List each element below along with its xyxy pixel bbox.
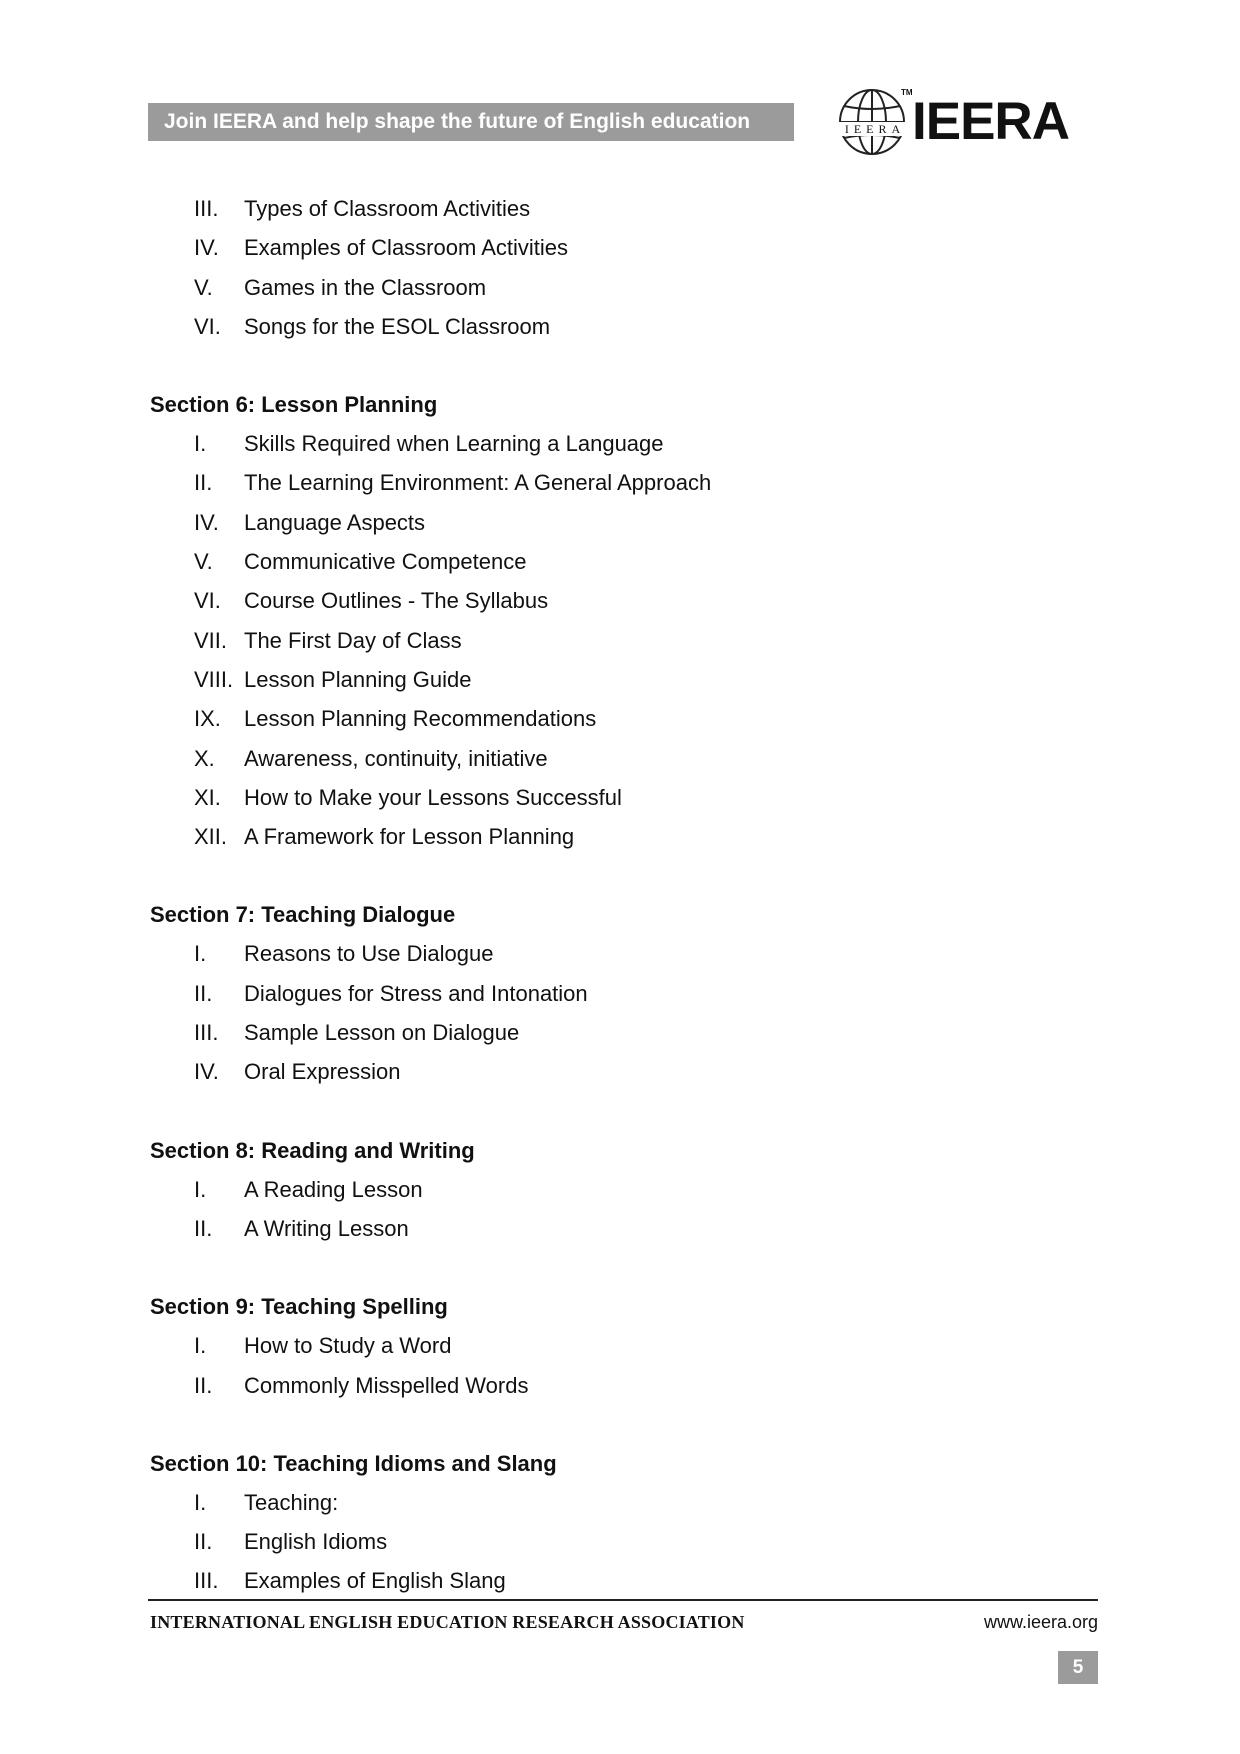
toc-item bbox=[150, 189, 1090, 228]
toc-item bbox=[150, 739, 1090, 778]
toc-item bbox=[150, 424, 1090, 463]
toc-item bbox=[150, 581, 1090, 620]
toc-item-number: III. bbox=[194, 1020, 219, 1046]
toc-item bbox=[150, 503, 1090, 542]
toc-item bbox=[150, 974, 1090, 1013]
header-banner: Join IEERA and help shape the future of English education bbox=[148, 103, 794, 141]
toc-item-number: II. bbox=[194, 470, 213, 496]
section-heading: Section 7: Teaching Dialogue bbox=[150, 902, 456, 928]
toc-item-number: X. bbox=[194, 745, 215, 771]
toc-item-title: Types of Classroom Activities bbox=[244, 196, 531, 221]
toc-item-number: II. bbox=[194, 1372, 213, 1398]
toc-item-number: II. bbox=[194, 1529, 213, 1555]
table-of-contents bbox=[150, 189, 1090, 1601]
toc-item-number: III. bbox=[194, 1568, 219, 1594]
toc-item-number: I. bbox=[194, 1489, 207, 1515]
toc-item bbox=[150, 1326, 1090, 1365]
footer-website[interactable]: www.ieera.org bbox=[983, 1612, 1098, 1632]
toc-item bbox=[150, 1522, 1090, 1561]
toc-item bbox=[150, 817, 1090, 856]
toc-item bbox=[150, 1561, 1090, 1600]
toc-item bbox=[150, 542, 1090, 581]
toc-item-title: Course Outlines - The Syllabus bbox=[244, 588, 549, 614]
toc-item bbox=[150, 1483, 1090, 1522]
toc-item-number: V. bbox=[194, 549, 213, 575]
toc-item-number: IX. bbox=[194, 706, 221, 732]
toc-item-title: Communicative Competence bbox=[244, 549, 527, 575]
toc-item-number: VIII. bbox=[194, 666, 234, 692]
toc-item-number: III. bbox=[194, 196, 219, 221]
section-heading: Section 9: Teaching Spelling bbox=[150, 1294, 448, 1320]
toc-item-title: Commonly Misspelled Words bbox=[244, 1372, 529, 1398]
toc-item-title: Lesson Planning Recommendations bbox=[244, 706, 597, 732]
section-heading: Section 8: Reading and Writing bbox=[150, 1137, 475, 1163]
toc-item-title: How to Make your Lessons Successful bbox=[244, 784, 622, 810]
section-heading: Section 10: Teaching Idioms and Slang bbox=[150, 1450, 557, 1476]
toc-item-title: Sample Lesson on Dialogue bbox=[244, 1020, 520, 1046]
toc-item bbox=[150, 1013, 1090, 1052]
toc-item bbox=[150, 778, 1090, 817]
toc-item bbox=[150, 1366, 1090, 1405]
toc-item-title: Dialogues for Stress and Intonation bbox=[244, 980, 588, 1006]
toc-item-title: A Framework for Lesson Planning bbox=[244, 824, 575, 850]
toc-item-title: Games in the Classroom bbox=[244, 274, 487, 300]
ieera-logo bbox=[836, 84, 1098, 160]
section-heading: Section 6: Lesson Planning bbox=[150, 392, 438, 418]
toc-item-number: II. bbox=[194, 1215, 213, 1241]
toc-item-number: I. bbox=[194, 1333, 207, 1359]
toc-item bbox=[150, 1170, 1090, 1209]
toc-item-number: IV. bbox=[194, 509, 219, 535]
toc-item-number: IV. bbox=[194, 235, 219, 261]
page-number: 5 bbox=[1058, 1651, 1098, 1684]
toc-item-title: English Idioms bbox=[244, 1529, 388, 1555]
toc-item-title: Oral Expression bbox=[244, 1059, 401, 1085]
toc-item-title: How to Study a Word bbox=[244, 1333, 452, 1359]
footer-rule bbox=[148, 1599, 1098, 1601]
logo-small-text: IEERA bbox=[836, 122, 911, 136]
toc-item-title: A Writing Lesson bbox=[244, 1215, 409, 1241]
toc-item-title: A Reading Lesson bbox=[244, 1176, 423, 1202]
globe-icon bbox=[836, 84, 908, 156]
toc-item-number: VII. bbox=[194, 627, 228, 653]
toc-item-number: IV. bbox=[194, 1059, 219, 1085]
toc-item-title: The First Day of Class bbox=[244, 627, 462, 653]
toc-item-title: Awareness, continuity, initiative bbox=[244, 745, 548, 771]
toc-item bbox=[150, 934, 1090, 973]
toc-item-title: Language Aspects bbox=[244, 509, 426, 535]
toc-item-number: XII. bbox=[194, 824, 228, 850]
toc-item bbox=[150, 463, 1090, 502]
toc-item-title: Skills Required when Learning a Language bbox=[244, 431, 664, 457]
toc-item-title: Lesson Planning Guide bbox=[244, 666, 472, 692]
toc-item bbox=[150, 1209, 1090, 1248]
toc-item bbox=[150, 268, 1090, 307]
toc-item-number: VI. bbox=[194, 313, 221, 339]
toc-item-number: VI. bbox=[194, 588, 221, 614]
logo-wordmark: IEERA bbox=[912, 92, 1069, 151]
toc-item-title: Reasons to Use Dialogue bbox=[244, 941, 494, 967]
toc-item-number: I. bbox=[194, 431, 207, 457]
toc-item-number: XI. bbox=[194, 784, 221, 810]
trademark-mark: TM bbox=[901, 88, 913, 97]
toc-item bbox=[150, 228, 1090, 267]
toc-item-number: II. bbox=[194, 980, 213, 1006]
toc-item bbox=[150, 307, 1090, 346]
toc-item bbox=[150, 699, 1090, 738]
toc-item-title: Examples of Classroom Activities bbox=[244, 235, 568, 261]
toc-item bbox=[150, 621, 1090, 660]
toc-item bbox=[150, 1052, 1090, 1091]
toc-item-title: Songs for the ESOL Classroom bbox=[244, 313, 551, 339]
footer-organization: INTERNATIONAL ENGLISH EDUCATION RESEARCH ASSOCIATION bbox=[150, 1612, 745, 1632]
toc-item-number: I. bbox=[194, 1176, 207, 1202]
toc-item-number: I. bbox=[194, 941, 207, 967]
toc-item-title: Teaching: bbox=[244, 1489, 339, 1515]
toc-item bbox=[150, 660, 1090, 699]
toc-item-number: V. bbox=[194, 274, 213, 300]
toc-item-title: The Learning Environment: A General Approach bbox=[244, 470, 712, 496]
toc-item-title: Examples of English Slang bbox=[244, 1568, 506, 1594]
